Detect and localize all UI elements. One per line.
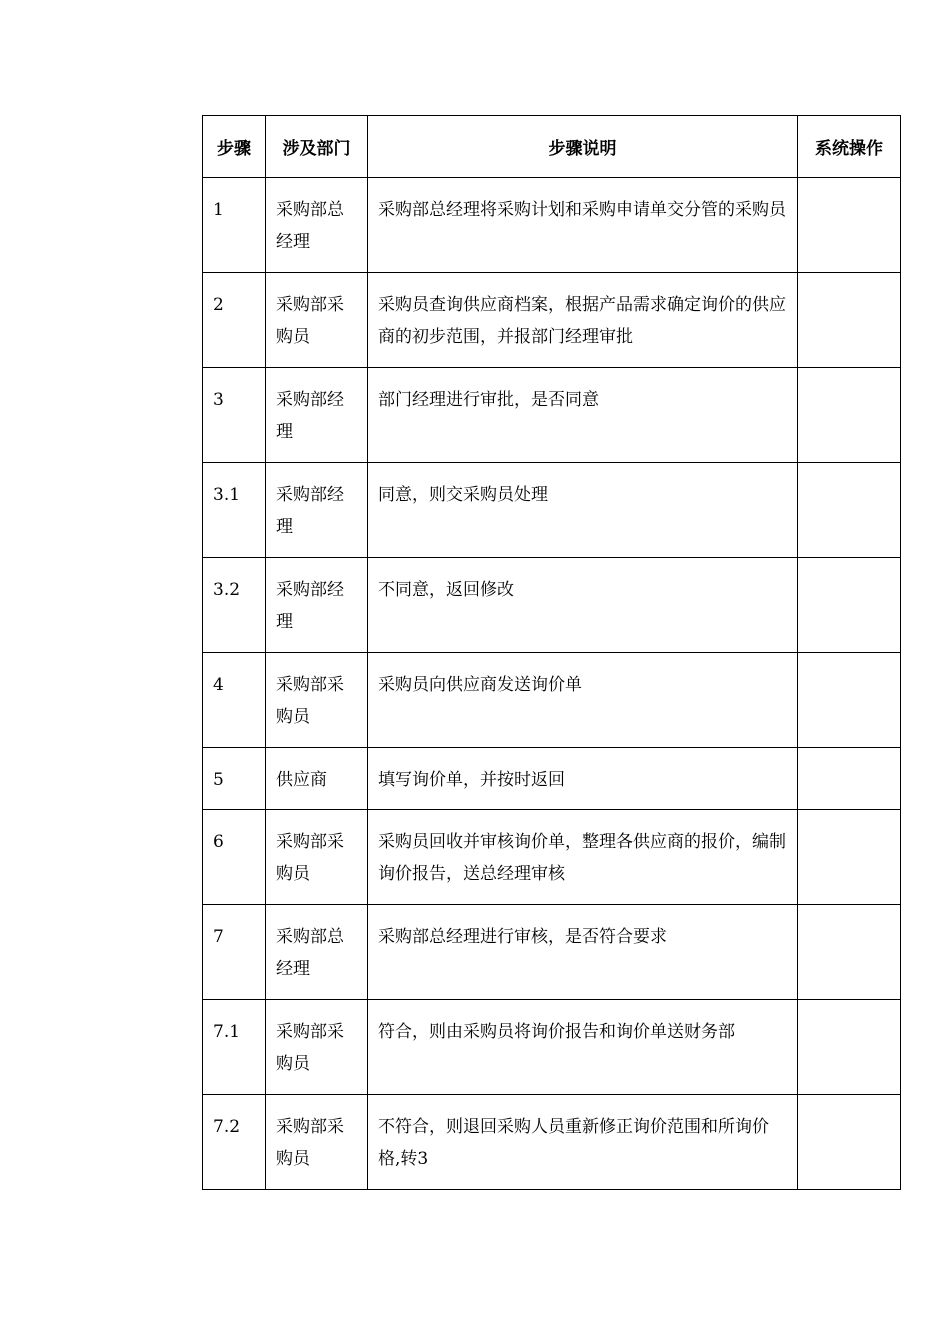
step-cell: 2 <box>203 273 266 368</box>
table-row <box>203 178 901 273</box>
description-cell: 填写询价单，并按时返回 <box>368 748 798 810</box>
step-cell: 3.1 <box>203 463 266 558</box>
department-cell: 采购部采购员 <box>266 273 368 368</box>
description-cell: 采购部总经理将采购计划和采购申请单交分管的采购员 <box>368 178 798 273</box>
table-row <box>203 1000 901 1095</box>
department-cell: 供应商 <box>266 748 368 810</box>
system-operation-cell <box>798 905 901 1000</box>
department-cell: 采购部经理 <box>266 463 368 558</box>
description-cell: 部门经理进行审批，是否同意 <box>368 368 798 463</box>
table-header-row <box>203 116 901 178</box>
description-cell: 采购员查询供应商档案，根据产品需求确定询价的供应商的初步范围，并报部门经理审批 <box>368 273 798 368</box>
step-cell: 6 <box>203 810 266 905</box>
system-operation-cell <box>798 1095 901 1190</box>
system-operation-cell <box>798 178 901 273</box>
description-cell: 采购部总经理进行审核，是否符合要求 <box>368 905 798 1000</box>
system-operation-cell <box>798 748 901 810</box>
department-cell: 采购部采购员 <box>266 810 368 905</box>
description-cell: 采购员回收并审核询价单，整理各供应商的报价，编制询价报告，送总经理审核 <box>368 810 798 905</box>
system-operation-cell <box>798 653 901 748</box>
department-cell: 采购部经理 <box>266 558 368 653</box>
table-row <box>203 810 901 905</box>
description-cell: 不符合，则退回采购人员重新修正询价范围和所询价格,转3 <box>368 1095 798 1190</box>
step-cell: 7.1 <box>203 1000 266 1095</box>
procurement-steps-table <box>202 115 901 1190</box>
header-system-operation: 系统操作 <box>798 116 901 178</box>
description-cell: 不同意，返回修改 <box>368 558 798 653</box>
description-cell: 采购员向供应商发送询价单 <box>368 653 798 748</box>
department-cell: 采购部总经理 <box>266 905 368 1000</box>
table-row <box>203 273 901 368</box>
department-cell: 采购部总经理 <box>266 178 368 273</box>
step-cell: 3 <box>203 368 266 463</box>
table-row <box>203 905 901 1000</box>
step-cell: 1 <box>203 178 266 273</box>
step-cell: 3.2 <box>203 558 266 653</box>
system-operation-cell <box>798 810 901 905</box>
description-cell: 符合，则由采购员将询价报告和询价单送财务部 <box>368 1000 798 1095</box>
step-cell: 5 <box>203 748 266 810</box>
table-row <box>203 558 901 653</box>
department-cell: 采购部采购员 <box>266 1000 368 1095</box>
system-operation-cell <box>798 1000 901 1095</box>
step-cell: 4 <box>203 653 266 748</box>
header-description: 步骤说明 <box>368 116 798 178</box>
department-cell: 采购部采购员 <box>266 1095 368 1190</box>
table-row <box>203 368 901 463</box>
description-cell: 同意，则交采购员处理 <box>368 463 798 558</box>
table-row <box>203 653 901 748</box>
system-operation-cell <box>798 368 901 463</box>
header-department: 涉及部门 <box>266 116 368 178</box>
system-operation-cell <box>798 273 901 368</box>
step-cell: 7.2 <box>203 1095 266 1190</box>
step-cell: 7 <box>203 905 266 1000</box>
table-row <box>203 463 901 558</box>
table-row <box>203 1095 901 1190</box>
department-cell: 采购部采购员 <box>266 653 368 748</box>
table-row <box>203 748 901 810</box>
system-operation-cell <box>798 463 901 558</box>
department-cell: 采购部经理 <box>266 368 368 463</box>
system-operation-cell <box>798 558 901 653</box>
header-step: 步骤 <box>203 116 266 178</box>
